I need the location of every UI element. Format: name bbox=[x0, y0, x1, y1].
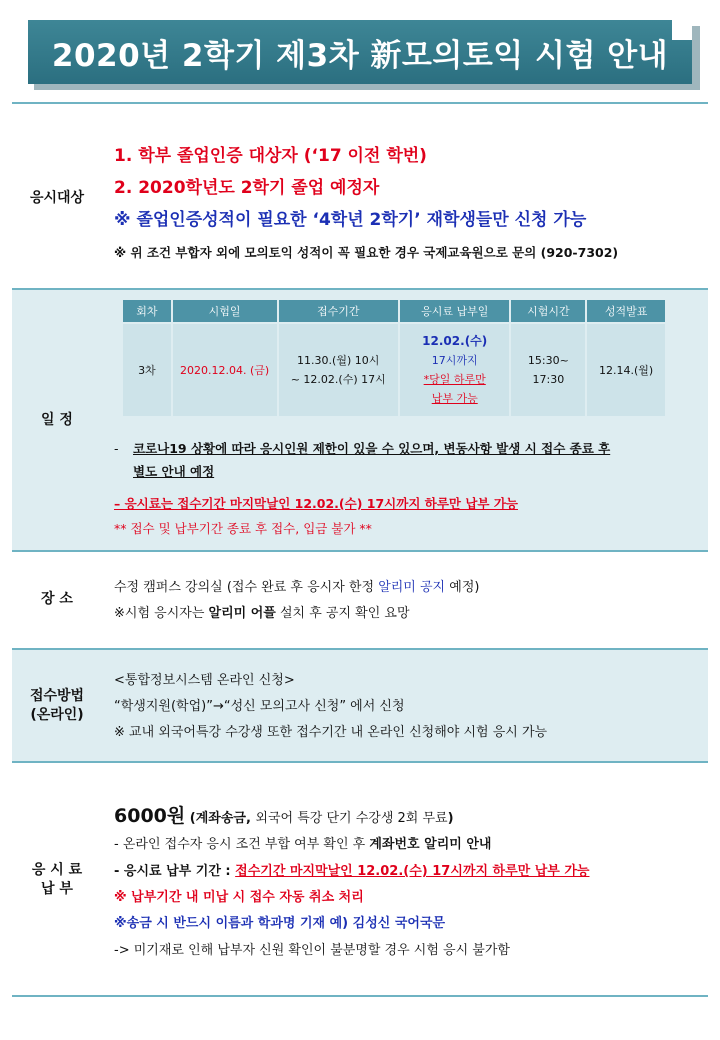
application-label-2: (온라인) bbox=[30, 707, 84, 723]
cell-exam-time bbox=[510, 323, 586, 417]
divider bbox=[12, 995, 708, 997]
fee-line-2 bbox=[114, 861, 590, 883]
fee-label-2: 납 부 bbox=[41, 881, 73, 897]
eligibility-line-1: 1. 학부 졸업인증 대상자 (‘17 이전 학번) bbox=[114, 146, 427, 166]
fee-amount: 6000원 bbox=[114, 805, 186, 827]
schedule-label: 일 정 bbox=[41, 412, 73, 428]
fee-line-3: ※ 납부기간 내 미납 시 접수 자동 취소 처리 bbox=[114, 890, 364, 905]
schedule-note-1b: 별도 안내 예정 bbox=[133, 464, 215, 479]
table-row bbox=[122, 323, 666, 417]
divider bbox=[12, 288, 708, 290]
payment-deadline: 17시까지 bbox=[431, 354, 478, 367]
divider bbox=[12, 550, 708, 552]
location-label: 장 소 bbox=[41, 591, 73, 607]
location-line-2-text: ※시험 응시자는 bbox=[114, 606, 209, 621]
exam-time-start: 15:30~ bbox=[527, 354, 569, 367]
payment-note-1: *당일 하루만 bbox=[423, 373, 486, 386]
location-notice-highlight: 알리미 공지 bbox=[378, 580, 446, 595]
location-line-1-end: 예정) bbox=[445, 580, 480, 595]
page-title: 2020년 2학기 제3차 新모의토익 시험 안내 bbox=[28, 20, 692, 84]
eligibility-line-2: 2. 2020학년도 2학기 졸업 예정자 bbox=[114, 178, 380, 198]
cell-result: 12.14.(월) bbox=[586, 323, 666, 417]
fee-line-1-bold: 계좌번호 알리미 안내 bbox=[369, 837, 492, 852]
schedule-note-2: – 응시료는 접수기간 마지막날인 12.02.(수) 17시까지 하루만 납부 가능 bbox=[114, 496, 518, 511]
cell-payment bbox=[399, 323, 511, 417]
application-line-1: <통합정보시스템 온라인 신청> bbox=[114, 673, 295, 688]
fee-line-1-text: - 온라인 접수자 응시 조건 부합 여부 확인 후 bbox=[114, 837, 370, 852]
fee-line-2-deadline: 접수기간 마지막날인 12.02.(수) 17시까지 하루만 납부 가능 bbox=[235, 864, 590, 879]
col-header-result: 성적발표 bbox=[586, 299, 666, 323]
schedule-note-dash: - bbox=[114, 441, 119, 456]
location-line-1-text: 수정 캠퍼스 강의실 (접수 완료 후 응시자 한정 bbox=[114, 580, 379, 595]
cell-exam-date: 2020.12.04. (금) bbox=[172, 323, 278, 417]
fee-line-4: ※송금 시 반드시 이름과 학과명 기재 예) 김성신 국어국문 bbox=[114, 916, 446, 931]
fee-line-5: -> 미기재로 인해 납부자 신원 확인이 불분명할 경우 시험 응시 불가함 bbox=[114, 943, 510, 958]
col-header-exam-date: 시험일 bbox=[172, 299, 278, 323]
schedule-table bbox=[121, 298, 667, 418]
cell-round: 3차 bbox=[122, 323, 172, 417]
location-app-highlight: 알리미 어플 bbox=[208, 606, 276, 621]
fee-amount-note-open: (계좌송금, bbox=[185, 811, 256, 826]
col-header-round: 회차 bbox=[122, 299, 172, 323]
col-header-exam-time: 시험시간 bbox=[510, 299, 586, 323]
location-line-2-end: 설치 후 공지 확인 요망 bbox=[275, 606, 410, 621]
fee-amount-note: 외국어 특강 단기 수강생 2회 무료 bbox=[255, 811, 448, 826]
col-header-registration: 접수기간 bbox=[278, 299, 399, 323]
title-banner-corner bbox=[672, 20, 692, 40]
location-line-2 bbox=[114, 603, 410, 625]
fee-line-2-label: - 응시료 납부 기간 : bbox=[114, 864, 236, 879]
payment-note-2: 납부 가능 bbox=[431, 392, 478, 405]
col-header-payment: 응시료 납부일 bbox=[399, 299, 511, 323]
application-line-3: ※ 교내 외국어특강 수강생 또한 접수기간 내 온라인 신청해야 시험 응시 가능 bbox=[114, 725, 548, 740]
exam-time-end: 17:30 bbox=[532, 373, 565, 386]
fee-amount-note-close: ) bbox=[447, 811, 454, 826]
divider bbox=[12, 648, 708, 650]
fee-amount-line bbox=[114, 801, 454, 828]
location-line-1 bbox=[114, 577, 479, 599]
divider bbox=[12, 761, 708, 763]
cell-registration bbox=[278, 323, 399, 417]
eligibility-label: 응시대상 bbox=[29, 190, 85, 206]
eligibility-line-3: ※ 졸업인증성적이 필요한 ‘4학년 2학기’ 재학생들만 신청 가능 bbox=[114, 210, 587, 230]
fee-label-1: 응 시 료 bbox=[31, 862, 83, 878]
fee-line-1 bbox=[114, 834, 491, 856]
table-header-row bbox=[122, 299, 666, 323]
registration-start: 11.30.(월) 10시 bbox=[297, 354, 380, 367]
application-label-1: 접수방법 bbox=[29, 688, 85, 704]
schedule-note-3: ** 접수 및 납부기간 종료 후 접수, 입금 불가 ** bbox=[114, 521, 372, 536]
application-line-2: “학생지원(학업)”→“성신 모의고사 신청” 에서 신청 bbox=[114, 699, 405, 714]
divider bbox=[12, 102, 708, 104]
schedule-note-1a: 코로나19 상황에 따라 응시인원 제한이 있을 수 있으며, 변동사항 발생 시 접수 종료 후 bbox=[133, 441, 611, 456]
payment-date: 12.02.(수) bbox=[422, 334, 488, 348]
eligibility-note: ※ 위 조건 부합자 외에 모의토익 성적이 꼭 필요한 경우 국제교육원으로 문의 (920-7302) bbox=[114, 245, 619, 260]
registration-end: ~ 12.02.(수) 17시 bbox=[290, 373, 386, 386]
